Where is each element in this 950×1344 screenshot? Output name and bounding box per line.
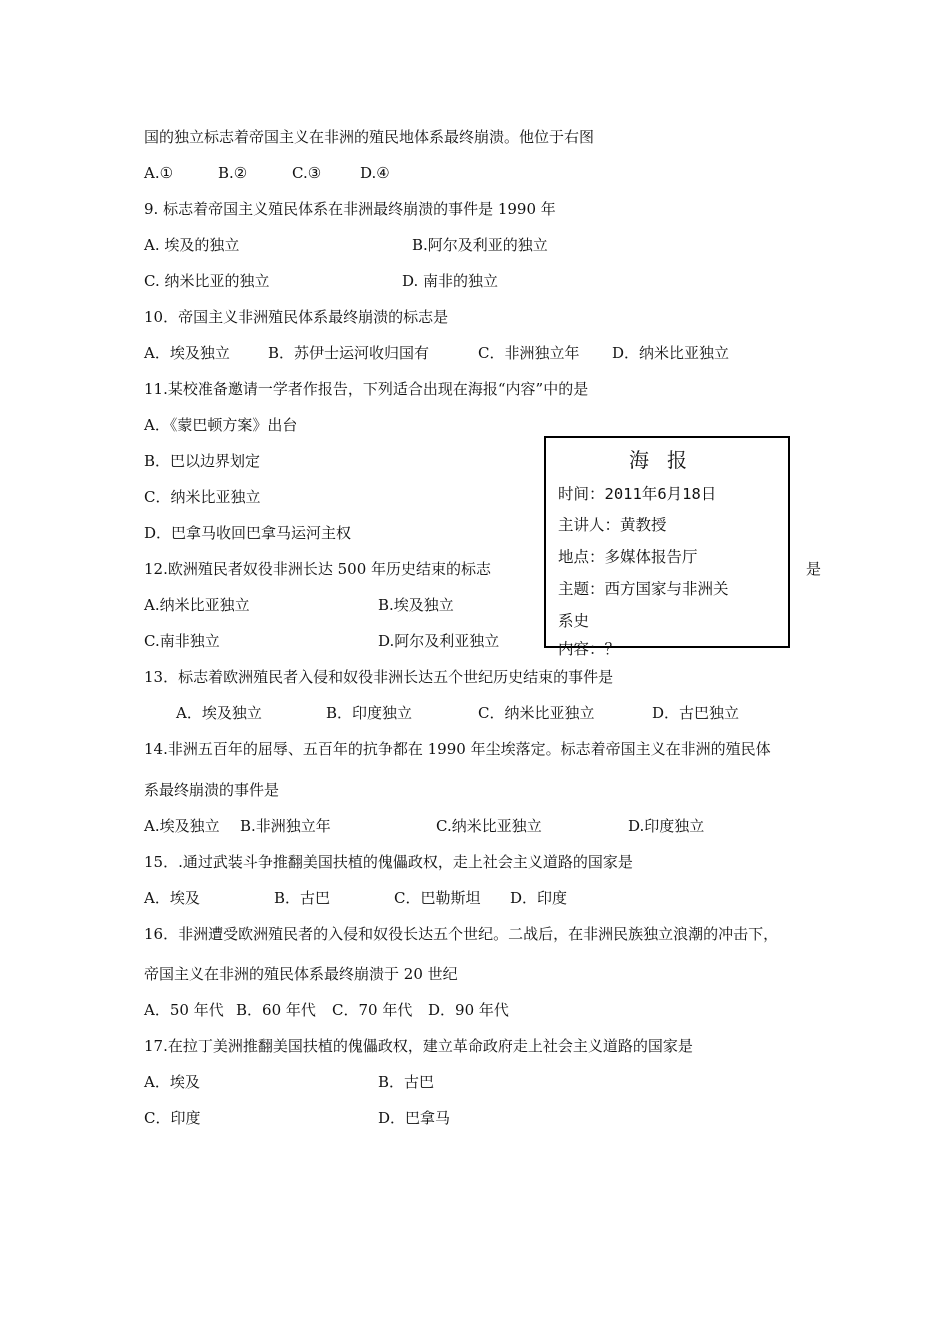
q8-option-b: B.②: [218, 164, 248, 182]
question-12-text: 12.欧洲殖民者奴役非洲长达 500 年历史结束的标志: [144, 560, 492, 578]
q13-option-b: B．印度独立: [326, 704, 413, 722]
question-15-text: 15．.通过武装斗争推翻美国扶植的傀儡政权，走上社会主义道路的国家是: [144, 853, 633, 871]
q12-option-d: D.阿尔及利亚独立: [378, 632, 500, 650]
question-11-text: 11.某校准备邀请一学者作报告，下列适合出现在海报“内容”中的是: [144, 380, 589, 398]
q9-option-b: B.阿尔及利亚的独立: [412, 236, 548, 254]
poster-box: [544, 436, 790, 658]
q16-option-a: A．50 年代: [144, 1001, 224, 1019]
q10-option-a: A．埃及独立: [144, 344, 230, 362]
q8-option-c: C.③: [292, 164, 322, 182]
q15-option-d: D．印度: [510, 889, 568, 907]
q11-option-d: D．巴拿马收回巴拿马运河主权: [144, 524, 352, 542]
question-13-text: 13．标志着欧洲殖民者入侵和奴役非洲长达五个世纪历史结束的事件是: [144, 668, 614, 686]
q8-option-a: A.①: [144, 164, 174, 182]
question-8-text: 国的独立标志着帝国主义在非洲的殖民地体系最终崩溃。他位于右图: [144, 128, 595, 146]
q11-option-b: B．巴以边界划定: [144, 452, 261, 470]
q13-option-d: D．古巴独立: [652, 704, 740, 722]
question-14-text-cont: 系最终崩溃的事件是: [144, 781, 280, 799]
q16-option-c: C．70 年代: [332, 1001, 413, 1019]
q9-option-a: A. 埃及的独立: [144, 236, 240, 254]
q17-option-c: C．印度: [144, 1109, 201, 1127]
q9-option-d: D. 南非的独立: [402, 272, 499, 290]
q11-option-c: C．纳米比亚独立: [144, 488, 261, 506]
question-16-text: 16．非洲遭受欧洲殖民者的入侵和奴役长达五个世纪。二战后，在非洲民族独立浪潮的冲击下，: [144, 925, 779, 943]
question-9-text: 9. 标志着帝国主义殖民体系在非洲最终崩溃的事件是 1990 年: [144, 200, 556, 218]
q15-option-b: B．古巴: [274, 889, 331, 907]
q15-option-a: A．埃及: [144, 889, 200, 907]
q11-option-a: A．《蒙巴顿方案》出台: [144, 416, 298, 434]
q8-option-d: D.④: [360, 164, 390, 182]
q14-option-c: C.纳米比亚独立: [436, 817, 542, 835]
question-16-text-cont: 帝国主义在非洲的殖民体系最终崩溃于 20 世纪: [144, 965, 458, 983]
q12-option-c: C.南非独立: [144, 632, 220, 650]
poster-time: 时间：2011年6月18日: [558, 485, 717, 503]
poster-content: 内容：？: [558, 640, 621, 658]
question-14-text: 14.非洲五百年的屈辱、五百年的抗争都在 1990 年尘埃落定。标志着帝国主义在非洲的殖民体: [144, 740, 771, 758]
q17-option-d: D．巴拿马: [378, 1109, 451, 1127]
q12-option-a: A.纳米比亚独立: [144, 596, 250, 614]
q9-option-c: C. 纳米比亚的独立: [144, 272, 270, 290]
q10-option-b: B．苏伊士运河收归国有: [268, 344, 430, 362]
question-12-tail: 是: [806, 560, 822, 578]
q13-option-c: C．纳米比亚独立: [478, 704, 595, 722]
q10-option-c: C．非洲独立年: [478, 344, 580, 362]
q14-option-d: D.印度独立: [628, 817, 705, 835]
poster-topic: 主题：西方国家与非洲关: [558, 580, 729, 598]
poster-speaker: 主讲人：黄教授: [558, 516, 667, 534]
poster-title: 海报: [629, 448, 705, 472]
question-10-text: 10．帝国主义非洲殖民体系最终崩溃的标志是: [144, 308, 449, 326]
poster-topic-cont: 系史: [558, 612, 590, 630]
q17-option-a: A．埃及: [144, 1073, 200, 1091]
q15-option-c: C．巴勒斯坦: [394, 889, 481, 907]
q10-option-d: D．纳米比亚独立: [612, 344, 730, 362]
q14-option-a: A.埃及独立: [144, 817, 220, 835]
q13-option-a: A．埃及独立: [176, 704, 262, 722]
q14-option-b: B.非洲独立年: [240, 817, 331, 835]
q16-option-b: B．60 年代: [236, 1001, 316, 1019]
q16-option-d: D．90 年代: [428, 1001, 509, 1019]
q12-option-b: B.埃及独立: [378, 596, 454, 614]
poster-place: 地点：多媒体报告厅: [558, 548, 698, 566]
q17-option-b: B．古巴: [378, 1073, 435, 1091]
question-17-text: 17.在拉丁美洲推翻美国扶植的傀儡政权，建立革命政府走上社会主义道路的国家是: [144, 1037, 693, 1055]
